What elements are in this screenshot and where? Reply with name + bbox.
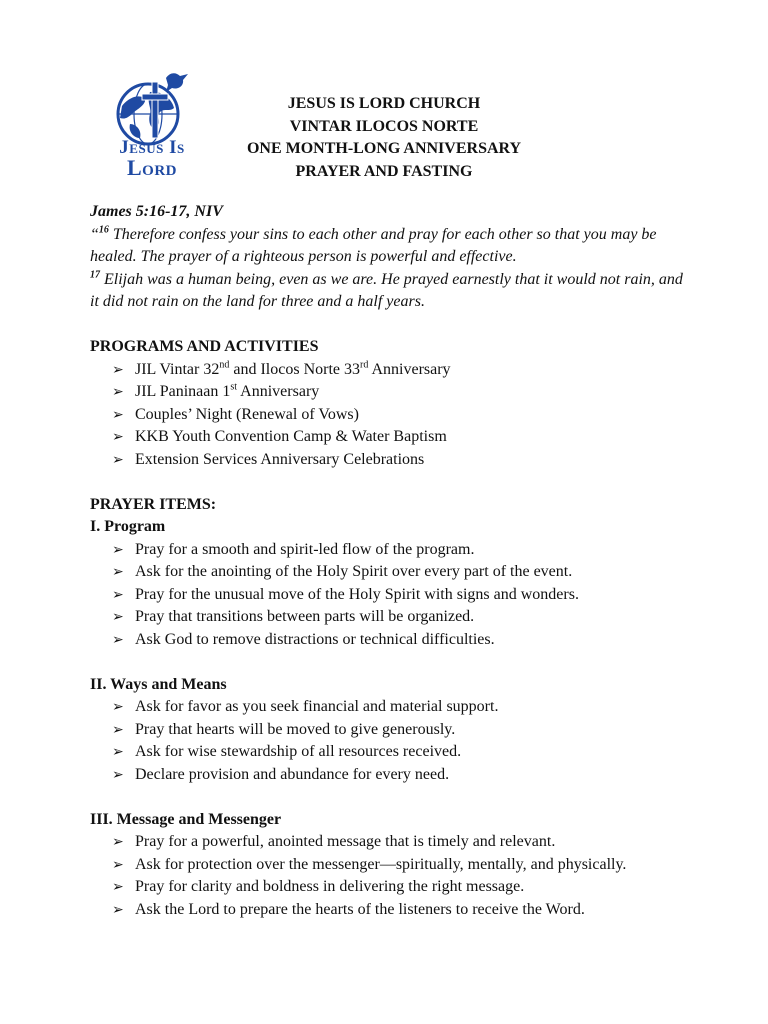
list-item bbox=[112, 899, 690, 922]
program-text: Extension Services Anniversary Celebrations bbox=[135, 450, 425, 468]
arrow-bullet-icon: ➢ bbox=[112, 744, 124, 760]
list-item bbox=[112, 449, 690, 472]
list-item bbox=[112, 696, 690, 719]
open-quote: “ bbox=[90, 225, 99, 243]
scripture-reference: James 5:16-17, NIV bbox=[90, 203, 223, 220]
verse-17-number: 17 bbox=[90, 269, 100, 281]
arrow-bullet-icon: ➢ bbox=[112, 451, 124, 468]
verse-17-text: Elijah was a human being, even as we are. He prayed earnestly that it would not rain, and it did not rain on the land for three and a half years. bbox=[90, 270, 683, 310]
program-text: JIL Vintar 32 bbox=[135, 360, 220, 378]
list-item bbox=[112, 741, 690, 764]
header-event: ONE MONTH-LONG ANNIVERSARY bbox=[246, 140, 522, 157]
program-text: Anniversary bbox=[368, 360, 451, 378]
arrow-bullet-icon: ➢ bbox=[112, 834, 124, 850]
arrow-bullet-icon: ➢ bbox=[112, 631, 124, 648]
prayer-section-title: I. Program bbox=[90, 518, 166, 535]
header-location: VINTAR ILOCOS NORTE bbox=[289, 117, 479, 135]
program-text: KKB Youth Convention Camp & Water Baptism bbox=[135, 428, 447, 445]
list-item bbox=[112, 584, 690, 607]
list-item bbox=[112, 831, 690, 854]
header-church-name: JESUS IS LORD CHURCH bbox=[287, 95, 481, 112]
verse-16 bbox=[90, 224, 690, 269]
program-text: Anniversary bbox=[237, 383, 320, 400]
prayer-text: Pray that transitions between parts will be organized. bbox=[135, 608, 475, 625]
document-body bbox=[90, 201, 690, 921]
prayer-text: Ask for wise stewardship of all resources received. bbox=[135, 743, 462, 760]
program-text: and Ilocos Norte 33 bbox=[229, 360, 360, 378]
list-item bbox=[112, 561, 690, 584]
arrow-bullet-icon: ➢ bbox=[112, 586, 124, 603]
prayer-text: Declare provision and abundance for every need. bbox=[135, 765, 450, 783]
logo-text-line1: Jesus Is bbox=[119, 137, 185, 158]
list-item bbox=[112, 629, 690, 652]
verse-16-text: Therefore confess your sins to each other and pray for each other so that you may be healed. The prayer of a righteous person is powerful and effective. bbox=[90, 225, 657, 265]
church-logo bbox=[104, 68, 200, 182]
program-text: JIL Paninaan 1 bbox=[135, 383, 231, 400]
arrow-bullet-icon: ➢ bbox=[112, 766, 124, 783]
prayer-text: Ask for favor as you seek financial and material support. bbox=[135, 698, 499, 715]
arrow-bullet-icon: ➢ bbox=[112, 901, 124, 918]
list-item bbox=[112, 539, 690, 562]
prayer-text: Pray for a smooth and spirit-led flow of the program. bbox=[135, 540, 475, 558]
list-item bbox=[112, 876, 690, 899]
prayer-text: Ask for protection over the messenger—spiritually, mentally, and physically. bbox=[135, 855, 627, 873]
prayer-list-program bbox=[90, 539, 690, 652]
ordinal-suffix: st bbox=[230, 381, 238, 393]
programs-title: PROGRAMS AND ACTIVITIES bbox=[90, 338, 319, 355]
logo-text-line2: Lord bbox=[126, 155, 177, 180]
prayer-text: Pray for clarity and boldness in delivering the right message. bbox=[135, 878, 525, 895]
arrow-bullet-icon: ➢ bbox=[112, 856, 124, 873]
arrow-bullet-icon: ➢ bbox=[112, 384, 124, 400]
arrow-bullet-icon: ➢ bbox=[112, 564, 124, 580]
document-header bbox=[200, 93, 568, 183]
header-subtitle: PRAYER AND FASTING bbox=[295, 162, 473, 180]
ordinal-suffix: nd bbox=[219, 359, 230, 371]
arrow-bullet-icon: ➢ bbox=[112, 541, 124, 558]
list-item bbox=[112, 404, 690, 427]
arrow-bullet-icon: ➢ bbox=[112, 721, 124, 738]
prayer-text: Pray for the unusual move of the Holy Spirit with signs and wonders. bbox=[135, 585, 579, 603]
prayer-items-title: PRAYER ITEMS: bbox=[90, 495, 217, 513]
list-item bbox=[112, 359, 690, 382]
arrow-bullet-icon: ➢ bbox=[112, 879, 124, 895]
verse-16-number: 16 bbox=[98, 224, 109, 236]
prayer-section-title: III. Message and Messenger bbox=[90, 810, 282, 828]
prayer-text: Ask the Lord to prepare the hearts of the listeners to receive the Word. bbox=[135, 900, 585, 918]
arrow-bullet-icon: ➢ bbox=[112, 609, 124, 625]
arrow-bullet-icon: ➢ bbox=[112, 406, 124, 423]
arrow-bullet-icon: ➢ bbox=[112, 361, 124, 378]
prayer-text: Ask God to remove distractions or technical difficulties. bbox=[135, 630, 495, 648]
list-item bbox=[112, 719, 690, 742]
prayer-list-message bbox=[90, 831, 690, 921]
prayer-text: Ask for the anointing of the Holy Spirit over every part of the event. bbox=[135, 563, 573, 580]
program-text: Couples’ Night (Renewal of Vows) bbox=[135, 405, 359, 423]
arrow-bullet-icon: ➢ bbox=[112, 699, 124, 715]
list-item bbox=[112, 764, 690, 787]
ordinal-suffix: rd bbox=[360, 359, 369, 371]
prayer-list-ways-means bbox=[90, 696, 690, 786]
arrow-bullet-icon: ➢ bbox=[112, 429, 124, 445]
prayer-text: Pray that hearts will be moved to give generously. bbox=[135, 720, 456, 738]
list-item bbox=[112, 606, 690, 629]
list-item bbox=[112, 854, 690, 877]
list-item bbox=[112, 426, 690, 449]
prayer-section-title: II. Ways and Means bbox=[90, 675, 227, 693]
verse-17 bbox=[90, 269, 690, 314]
prayer-text: Pray for a powerful, anointed message that is timely and relevant. bbox=[135, 833, 556, 850]
programs-list bbox=[90, 359, 690, 472]
list-item bbox=[112, 381, 690, 404]
scripture-block bbox=[90, 201, 690, 314]
